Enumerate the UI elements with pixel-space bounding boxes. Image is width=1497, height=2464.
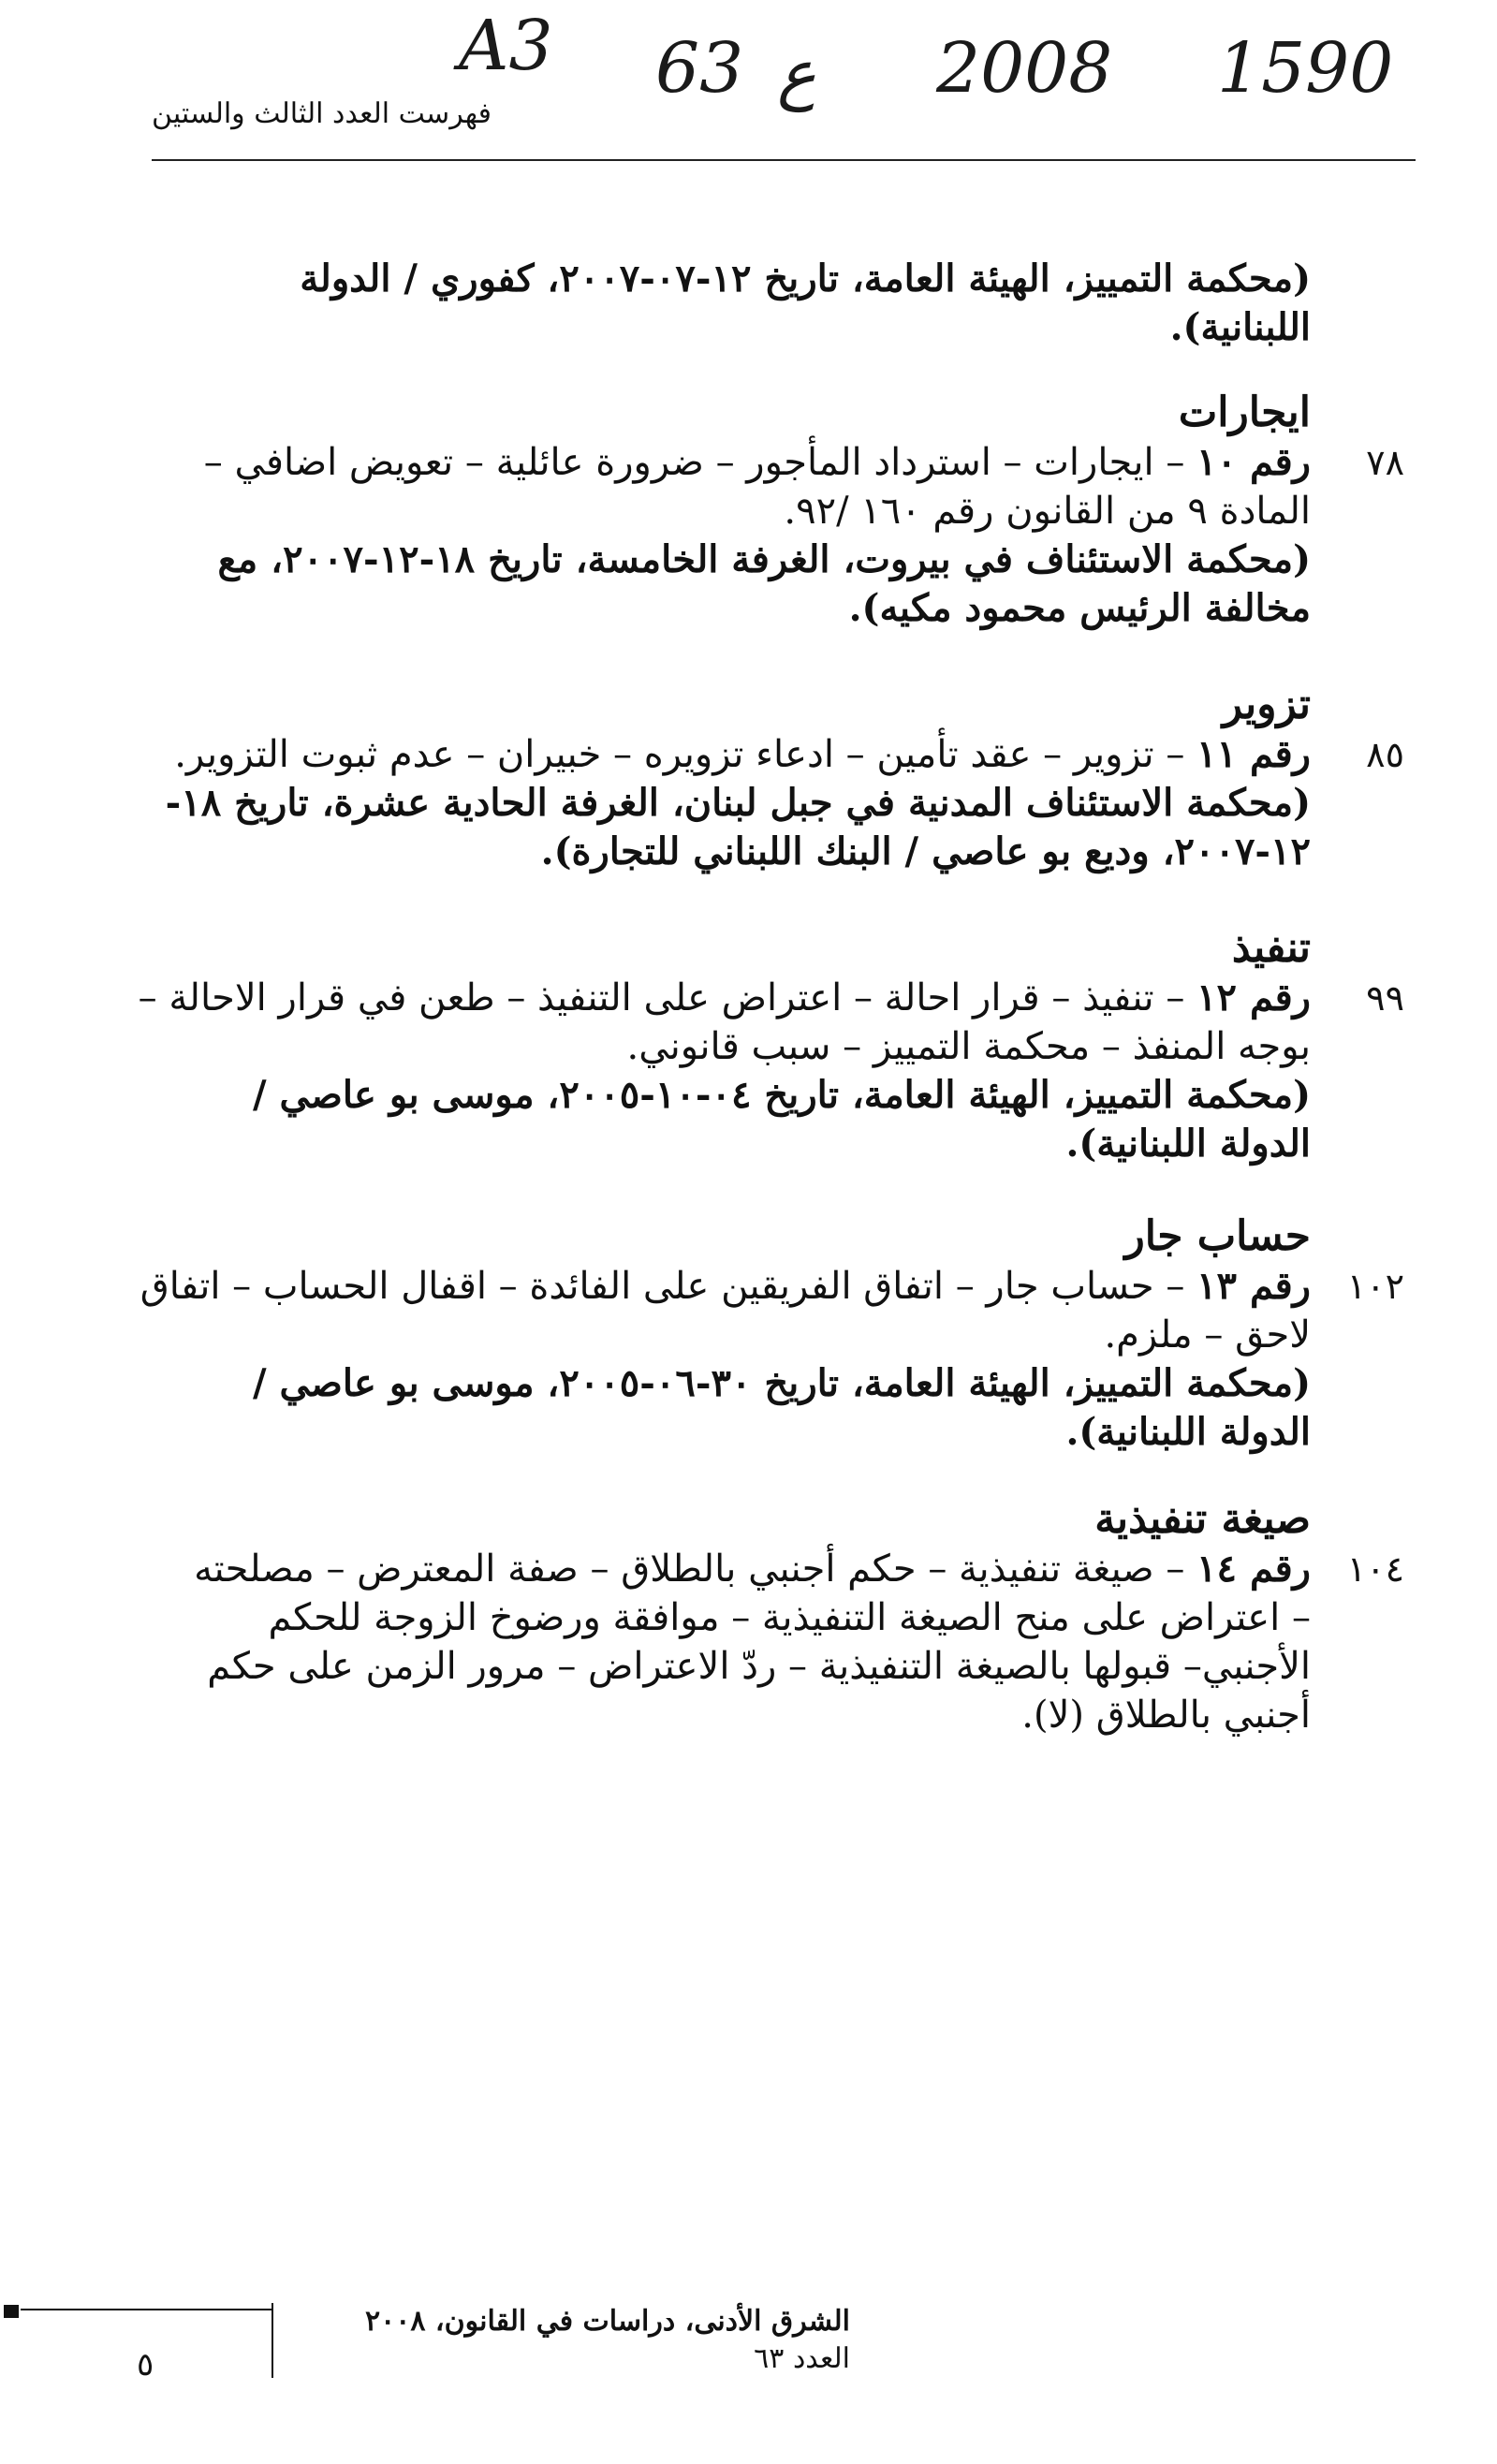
entry-line (150, 1545, 1311, 1593)
index-content (138, 255, 1404, 1739)
footer-rule (21, 2309, 272, 2310)
handwritten-issue: 63 (655, 28, 744, 109)
page-reference: ١٠٤ (1346, 1548, 1404, 1590)
section-heading: صيغة تنفيذية (1094, 1495, 1311, 1543)
entry-line: الأجنبي– قبولها بالصيغة التنفيذية – ردّ الاعتراض – مرور الزمن على حكم (207, 1645, 1311, 1688)
entry-keywords: – تزوير – عقد تأمين – ادعاء تزويره – خبيران – عدم ثبوت التزوير. (174, 733, 1197, 776)
header-rule (152, 159, 1416, 161)
entry-citation: (محكمة التمييز، الهيئة العامة، تاريخ ٣٠-٠٦-٢٠٠٥، موسى بو عاصي / (253, 1361, 1311, 1405)
entry-number: رقم ١١ (1196, 732, 1311, 776)
publication-title: الشرق الأدنى، دراسات في القانون، ٢٠٠٨ (365, 2305, 850, 2338)
section-heading: تزوير (1222, 681, 1311, 728)
entry-line (150, 438, 1311, 487)
handwritten-number: 1590 (1217, 28, 1394, 109)
entry-citation: (محكمة الاستئناف المدنية في جبل لبنان، الغرفة الحادية عشرة، تاريخ ١٨- (165, 781, 1311, 825)
entry-keywords: – صيغة تنفيذية – حكم أجنبي بالطلاق – صفة المعترض – مصلحته (194, 1547, 1197, 1591)
index-entry (150, 1545, 1404, 1739)
section-hisab-jar (139, 1211, 1404, 1457)
page-reference: ٩٩ (1366, 977, 1404, 1019)
section-tazwir (150, 680, 1404, 876)
handwritten-code: A3 (459, 6, 553, 86)
entry-number: رقم ١٠ (1196, 440, 1311, 484)
handwritten-year: 2008 (936, 28, 1113, 109)
index-entry (139, 1262, 1404, 1457)
citation-line: اللبنانية). (1169, 305, 1311, 349)
entry-citation: مخالفة الرئيس محمود مكيه). (848, 586, 1311, 630)
index-entry (150, 438, 1404, 633)
publication-footer (272, 2303, 850, 2378)
section-ijarat (150, 388, 1404, 633)
page-reference: ١٠٢ (1346, 1266, 1404, 1307)
entry-citation: الدولة اللبنانية). (1065, 1410, 1311, 1454)
section-sigha-tanfidhiya (150, 1494, 1404, 1739)
entry-line (138, 974, 1311, 1022)
entry-line: لاحق – ملزم. (1104, 1313, 1311, 1357)
page-reference: ٨٥ (1366, 734, 1404, 775)
entry-keywords: – ايجارات – استرداد المأجور – ضرورة عائلية – تعويض اضافي – (203, 441, 1197, 484)
entry-line: أجنبي بالطلاق (لا). (1021, 1694, 1311, 1737)
entry-line: – اعتراض على منح الصيغة التنفيذية – موافقة ورضوخ الزوجة للحكم (268, 1596, 1311, 1639)
entry-line (150, 730, 1311, 779)
entry-citation: (محكمة التمييز، الهيئة العامة، تاريخ ٠٤-١٠-٢٠٠٥، موسى بو عاصي / (253, 1073, 1311, 1117)
handwritten-letter: ع (777, 36, 816, 112)
entry-line: بوجه المنفذ – محكمة التمييز – سبب قانوني. (626, 1025, 1311, 1068)
entry-citation: (محكمة الاستئناف في بيروت، الغرفة الخامسة، تاريخ ١٨-١٢-٢٠٠٧، مع (217, 537, 1311, 581)
index-entry (138, 974, 1404, 1168)
entry-line (139, 1262, 1311, 1311)
page-number: ٥ (137, 2346, 154, 2383)
section-heading: ايجارات (1178, 389, 1311, 436)
section-heading: حساب جار (1124, 1212, 1311, 1260)
entry-keywords: – حساب جار – اتفاق الفريقين على الفائدة – اقفال الحساب – اتفاق (139, 1265, 1197, 1308)
continuation-citation (150, 255, 1311, 352)
entry-line: المادة ٩ من القانون رقم ١٦٠ /٩٢. (784, 490, 1311, 533)
section-heading: تنفيذ (1231, 924, 1311, 972)
issue-number: العدد ٦٣ (754, 2342, 850, 2375)
page-reference: ٧٨ (1366, 442, 1404, 483)
footer-mark (4, 2305, 19, 2318)
section-tanfidh (138, 923, 1404, 1168)
entry-citation: الدولة اللبنانية). (1065, 1122, 1311, 1166)
entry-number: رقم ١٢ (1196, 975, 1311, 1019)
entry-number: رقم ١٣ (1196, 1264, 1311, 1308)
index-entry (150, 730, 1404, 876)
entry-keywords: – تنفيذ – قرار احالة – اعتراض على التنفيذ – طعن في قرار الاحالة – (138, 976, 1197, 1019)
citation-line: (محكمة التمييز، الهيئة العامة، تاريخ ١٢-٠٧-٢٠٠٧، كفوري / الدولة (300, 257, 1311, 301)
entry-citation: ١٢-٢٠٠٧، وديع بو عاصي / البنك اللبناني للتجارة). (540, 829, 1311, 873)
running-head: فهرست العدد الثالث والستين (152, 97, 492, 130)
entry-number: رقم ١٤ (1196, 1547, 1311, 1591)
